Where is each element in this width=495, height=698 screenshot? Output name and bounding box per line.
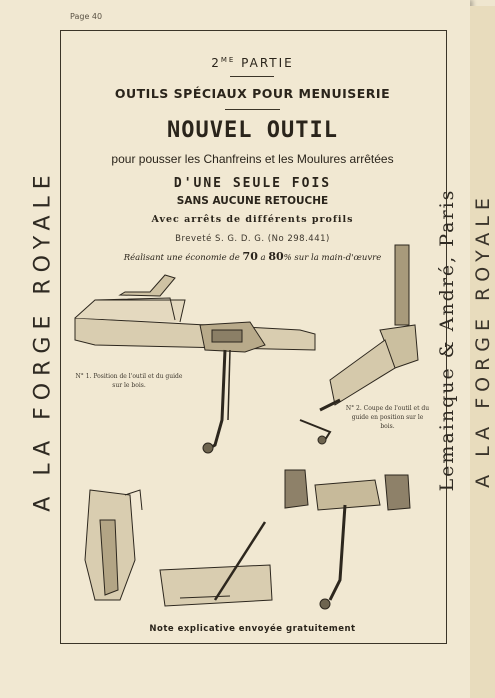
description-line: pour pousser les Chanfreins et les Moulures arrêtées bbox=[111, 152, 394, 166]
figure-4-chamfer-cut bbox=[160, 522, 272, 606]
figure-5-profile-stops bbox=[285, 470, 410, 609]
savings-text: Réalisant une économie de bbox=[123, 253, 243, 263]
side-text-right-2: A LA FORGE ROYALE bbox=[472, 192, 494, 488]
savings-text: % sur la main-d'œuvre bbox=[283, 253, 382, 263]
description-line: SANS AUCUNE RETOUCHE bbox=[176, 195, 329, 207]
patent-line: Breveté S. G. D. G. (No 298.441) bbox=[175, 234, 330, 244]
side-text-right: Lemainque & André, Paris bbox=[436, 188, 458, 492]
savings-min: 70 bbox=[242, 250, 258, 263]
page-number: Page 40 bbox=[70, 12, 103, 21]
description-line: Avec arrêts de différents profils bbox=[151, 214, 354, 225]
part-ordinal: ME bbox=[220, 56, 236, 64]
footer-note: Note explicative envoyée gratuitement bbox=[149, 624, 356, 634]
savings-text: a bbox=[257, 253, 269, 263]
part-number: 2 bbox=[211, 56, 221, 70]
part-word: PARTIE bbox=[235, 56, 294, 70]
description-line: D'UNE SEULE FOIS bbox=[173, 176, 332, 191]
figure-1-tool-on-wood bbox=[75, 275, 315, 453]
figure-3-guide-detail bbox=[85, 490, 142, 600]
savings-max: 80 bbox=[268, 250, 284, 263]
side-text-left: A LA FORGE ROYALE bbox=[30, 168, 56, 512]
section-subtitle: OUTILS SPÉCIAUX POUR MENUISERIE bbox=[114, 86, 391, 101]
page-title: NOUVEL OUTIL bbox=[167, 118, 338, 143]
figure-2-caption: N° 2. Coupe de l'outil et du guide en position sur le bois. bbox=[345, 405, 430, 430]
figure-1-caption: N° 1. Position de l'outil et du guide sur le bois. bbox=[75, 373, 183, 389]
